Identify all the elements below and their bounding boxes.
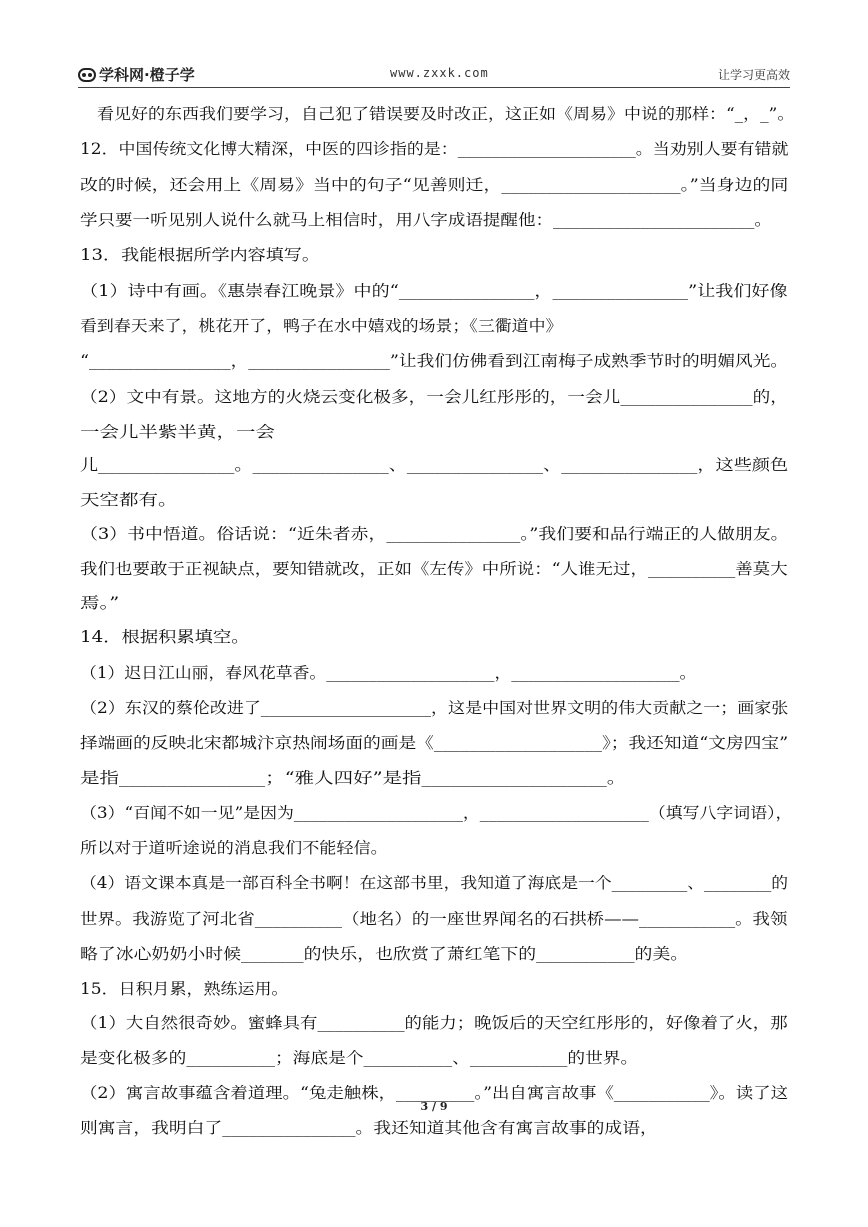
site-url: www.zxxk.com <box>390 66 489 80</box>
text-line: （2）东汉的蔡伦改进了____________________，这是中国对世界文明的伟大贡献之一；画家张 <box>80 699 789 717</box>
text-line: 是指_______________；“雅人四好”是指___________________。 <box>80 769 627 787</box>
text-line: 改的时候，还会用上《周易》当中的句子“见善则迁，____________________。”当身边的同 <box>80 176 789 194</box>
header-divider <box>78 87 790 88</box>
text-line: 一会儿半紫半黄，一会 <box>80 423 275 441</box>
text-line: （1）大自然很奇妙。蜜蜂具有__________的能力；晚饭后的天空红彤彤的，好像着了火，那 <box>80 1014 788 1032</box>
text-line: 则寓言，我明白了_______________。我还知道其他含有寓言故事的成语， <box>80 1119 658 1137</box>
text-line: 是变化极多的__________；海底是个__________、___________的世界。 <box>80 1049 639 1067</box>
text-line: 天空都有。 <box>80 491 178 509</box>
text-line: 焉。” <box>80 594 120 612</box>
text-line: 12．中国传统文化博大精深，中医的四诊指的是：_____________________。当劝别人要有错就 <box>80 140 789 158</box>
text-line: （2）文中有景。这地方的火烧云变化极多，一会儿红彤彤的，一会儿_______________的， <box>80 388 788 406</box>
text-line: 学只要一听见别人说什么就马上相信时，用八字成语提醒他：_______________________。 <box>80 211 772 229</box>
logo <box>78 64 195 85</box>
text-line: 世界。我游览了河北省__________（地名）的一座世界闻名的石拱桥——___________。我领 <box>80 910 788 928</box>
header-slogan: 让学习更高效 <box>717 68 790 82</box>
text-line: （3）“百闻不如一见”是因为____________________，____________________（填写八字词语）， <box>80 804 793 822</box>
text-line: 择端画的反映北宋都城汴京热闹场面的画是《___________________》；我还知道“文房四宝” <box>80 734 789 752</box>
text-line: 略了冰心奶奶小时候_______的快乐，也欣赏了萧红笔下的___________的美。 <box>80 945 689 963</box>
text-line: （1）迟日江山丽，春风花草香。____________________，____________________。 <box>80 664 697 682</box>
text-line: 看到春天来了，桃花开了，鸭子在水中嬉戏的场景；《三衢道中》 <box>80 317 563 335</box>
text-line: （3）书中悟道。俗话说：“近朱者赤，_______________。”我们要和品行端正的人做朋友。 <box>80 525 789 543</box>
text-line: 13．我能根据所学内容填写。 <box>80 246 320 264</box>
logo-text: 学科网·橙子学 <box>99 66 195 84</box>
text-line: 看见好的东西我们要学习，自己犯了错误要及时改正，这正如《周易》中说的那样：“_，_”。 <box>80 105 795 123</box>
text-line: （1）诗中有画。《惠崇春江晚景》中的“_______________，_______________”让我们好像 <box>80 282 788 300</box>
text-line: 14．根据积累填空。 <box>80 628 250 646</box>
logo-icon <box>78 68 96 82</box>
text-line: 儿_______________。_______________、_______________、_______________，这些颜色 <box>80 456 789 474</box>
text-line: “________________，________________”让我们仿佛看到江南梅子成熟季节时的明媚风光。 <box>80 352 789 370</box>
page-header <box>78 60 790 88</box>
text-line: 15．日积月累，熟练运用。 <box>80 980 289 998</box>
text-line: 我们也要敢于正视缺点，要知错就改，正如《左传》中所说：“人谁无过，__________善莫大 <box>80 560 788 578</box>
page-number: 3 / 9 <box>420 1100 448 1113</box>
text-line: 所以对于道听途说的消息我们不能轻信。 <box>80 839 388 857</box>
text-line: （4）语文课本真是一部百科全书啊！在这部书里，我知道了海底是一个_________、________的 <box>80 874 789 892</box>
text-line: （2）寓言故事蕴含着道理。“兔走触株，_________。”出自寓言故事《___________》。读了这 <box>80 1084 789 1102</box>
